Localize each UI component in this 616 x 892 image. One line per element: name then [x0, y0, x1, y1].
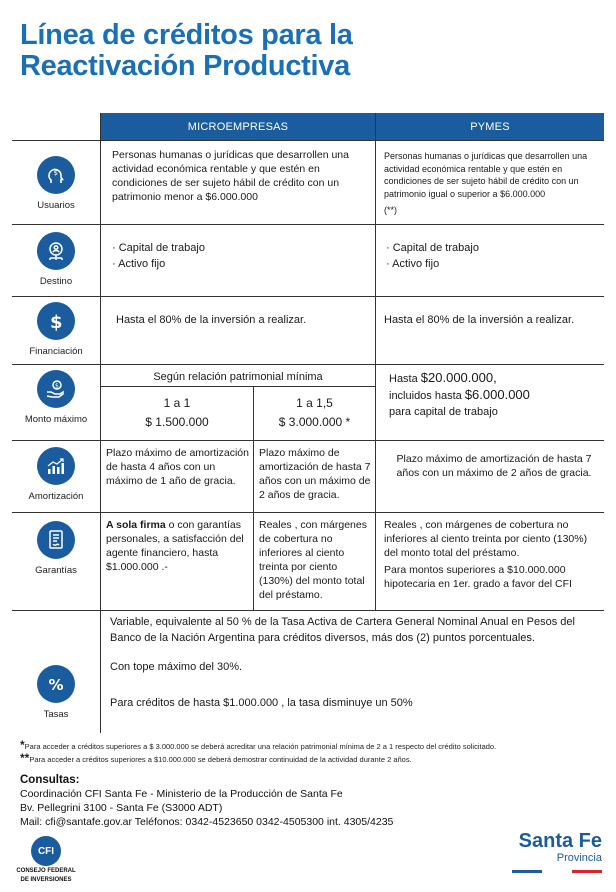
grid-line — [101, 386, 375, 387]
santa-fe-logo-main: Santa Fe — [518, 830, 602, 852]
footnote-1 — [20, 738, 496, 752]
row-destino-icon-cell — [12, 232, 100, 287]
monto-micro-b-amount: $ 3.000.000 * — [278, 415, 351, 429]
monto-micro-header: Según relación patrimonial mínima — [153, 371, 323, 383]
financiacion-pymes: Hasta el 80% de la inversión a realizar. — [384, 314, 575, 326]
column-header-micro: MICROEMPRESAS — [101, 113, 375, 140]
contact-line-2: Bv. Pellegrini 3100 - Santa Fe (S3000 ADT) — [20, 802, 223, 814]
amortizacion-pymes: Plazo máximo de amortización de hasta 7 años con un máximo de 2 años de gracia. — [396, 453, 592, 479]
grid-line — [12, 364, 604, 365]
contact-line-1: Coordinación CFI Santa Fe - Ministerio de la Producción de Santa Fe — [20, 788, 343, 800]
usuarios-pymes-note: (**) — [384, 205, 397, 215]
grid-line — [375, 113, 376, 610]
row-label-destino: Destino — [39, 276, 73, 287]
network-person-icon — [37, 232, 75, 270]
footnote-2 — [20, 751, 412, 765]
row-usuarios-icon-cell — [12, 156, 100, 211]
row-label-usuarios: Usuarios — [37, 200, 75, 211]
row-garantias-icon-cell — [12, 521, 100, 576]
financiacion-micro: Hasta el 80% de la inversión a realizar. — [116, 314, 307, 326]
page-title — [20, 20, 353, 82]
contact-heading: Consultas: — [20, 774, 80, 786]
list-item: · Activo fijo — [386, 258, 440, 270]
santa-fe-logo-sub: Provincia — [556, 852, 602, 864]
cfi-logo — [14, 836, 78, 884]
grid-line — [12, 610, 604, 611]
usuarios-pymes — [384, 150, 598, 217]
tasas-text-2: Con tope máximo del 30%. — [110, 661, 243, 673]
row-monto-icon-cell — [12, 370, 100, 425]
tasas-text-3: Para créditos de hasta $1.000.000 , la tasa disminuye un 50% — [110, 697, 413, 709]
garantias-micro-b: Reales , con márgenes de cobertura no inferiores al ciento treinta por ciento (130%) del monto total del préstamo. — [259, 519, 367, 601]
monto-pymes-amount1: $20.000.000, — [420, 370, 497, 385]
santa-fe-logo — [512, 830, 602, 873]
document-signature-icon — [37, 521, 75, 559]
garantias-micro-a-rest: o con garantías personales, a satisfacción del agente financiero, hasta $1.000.000 .- — [106, 519, 244, 573]
amortizacion-micro-b: Plazo máximo de amortización de hasta 7 años con un máximo de 2 años de gracia. — [259, 447, 371, 501]
garantias-pymes — [384, 518, 600, 591]
tasas-text-1: Variable, equivalente al 50 % de la Tasa Activa de Cartera General Nominal Anual en Pesos del Banco de la Nación Argentina para créditos diversos, más dos (2) puntos porcentuales. — [110, 616, 575, 644]
footnote-1-text: Para acceder a créditos superiores a $ 3.000.000 se deberá acreditar una relación patrimonial mínima de 2 a 1 respecto del crédito solicitado. — [24, 742, 497, 751]
destino-pymes-list — [386, 240, 479, 272]
row-label-financiacion: Financiación — [29, 346, 83, 357]
amortizacion-micro-a: Plazo máximo de amortización de hasta 4 años con un máximo de 1 año de gracia. — [106, 447, 249, 487]
usuarios-micro: Personas humanas o jurídicas que desarrollen una actividad económica rentable y que estén en condiciones de ser sujeto hábil de crédito con un patrimonio menor a $6.000.000 — [112, 149, 349, 203]
contact-block — [20, 773, 393, 829]
footnote-1-star: * — [20, 738, 25, 752]
monto-pymes-line3: para capital de trabajo — [389, 406, 498, 418]
grid-line — [12, 512, 604, 513]
svg-text:%: % — [48, 676, 64, 694]
contact-line-3[interactable]: Mail: cfi@santafe.gov.ar Teléfonos: 0342-4523650 0342-4505300 int. 4305/4235 — [20, 816, 394, 828]
row-amortizacion-icon-cell — [12, 447, 100, 502]
destino-micro-list — [112, 240, 205, 272]
cfi-logo-line-1: CONSEJO FEDERAL — [16, 868, 76, 874]
dollar-icon — [37, 302, 75, 340]
santa-fe-flag-bar — [512, 870, 602, 873]
monto-pymes — [389, 370, 530, 420]
monto-micro-a — [101, 394, 253, 432]
monto-micro-a-ratio: 1 a 1 — [163, 396, 191, 410]
grid-line — [12, 140, 604, 141]
row-label-monto: Monto máximo — [24, 414, 88, 425]
grid-line — [12, 440, 604, 441]
garantias-pymes-2: Para montos superiores a $10.000.000 hipotecaria en 1er. grado a favor del CFI — [384, 564, 572, 590]
monto-micro-b — [254, 394, 375, 432]
monto-pymes-line2-prefix: incluidos hasta — [389, 390, 465, 402]
cfi-logo-line-2: DE INVERSIONES — [20, 877, 72, 883]
svg-text:$: $ — [55, 382, 59, 390]
row-label-amortizacion: Amortización — [28, 491, 84, 502]
growth-chart-icon — [37, 447, 75, 485]
monto-micro-a-amount: $ 1.500.000 — [145, 415, 209, 429]
usuarios-pymes-text: Personas humanas o jurídicas que desarrollen una actividad económica rentable y que estén en condiciones de ser sujeto hábil de crédito con un patrimonio igual o superior a $6.000.000 — [384, 151, 588, 199]
title-line-2: Reactivación Productiva — [20, 50, 350, 82]
svg-text:$: $ — [50, 312, 63, 333]
column-header-pymes: PYMES — [376, 113, 604, 140]
title-line-1: Línea de créditos para la — [20, 19, 353, 51]
monto-micro-b-ratio: 1 a 1,5 — [296, 396, 333, 410]
row-tasas-icon-cell — [12, 665, 100, 720]
svg-text:$: $ — [53, 169, 58, 177]
garantias-micro-a — [106, 518, 252, 574]
row-financiacion-icon-cell — [12, 302, 100, 357]
monto-pymes-amount2: $6.000.000 — [464, 387, 530, 402]
footnote-2-text: Para acceder a créditos superiores a $10.000.000 se deberá demostrar continuidad de la actividad durante 2 años. — [29, 755, 412, 764]
garantias-pymes-1: Reales , con márgenes de cobertura no inferiores al ciento treinta por ciento (130%) del monto total del préstamo. — [384, 519, 588, 559]
cfi-logo-mark: CFI — [31, 836, 61, 866]
garantias-micro-a-bold: A sola firma — [106, 519, 166, 531]
hand-money-icon — [37, 370, 75, 408]
list-item: · Capital de trabajo — [386, 242, 479, 254]
list-item: · Activo fijo — [112, 258, 166, 270]
list-item: · Capital de trabajo — [112, 242, 205, 254]
person-dollar-icon — [37, 156, 75, 194]
grid-line — [12, 296, 604, 297]
grid-line — [12, 224, 604, 225]
footnote-2-star: ** — [20, 751, 30, 765]
monto-pymes-prefix: Hasta — [389, 373, 421, 385]
percent-icon — [37, 665, 75, 703]
row-label-garantias: Garantías — [35, 565, 77, 576]
row-label-tasas: Tasas — [43, 709, 69, 720]
